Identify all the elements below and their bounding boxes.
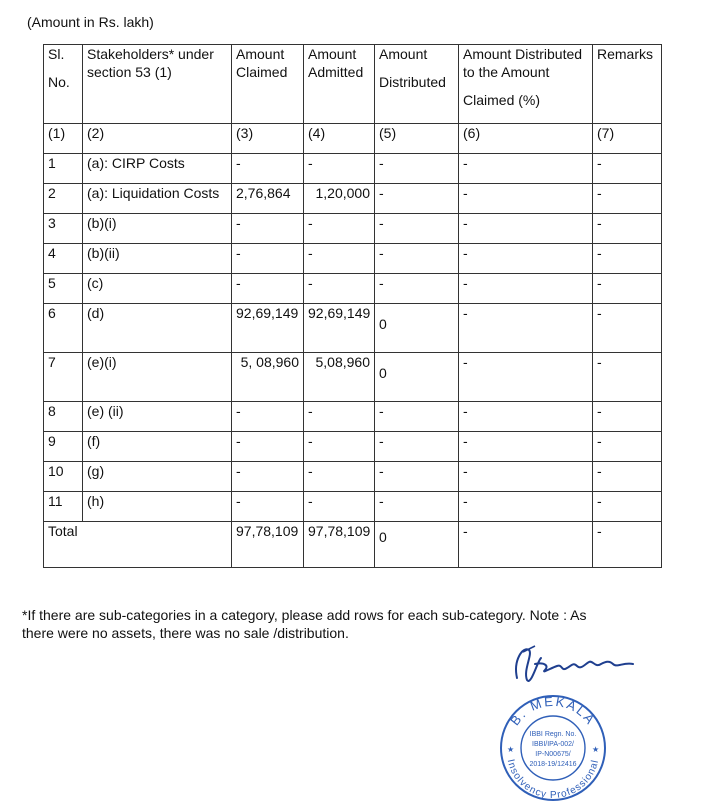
row-stakeholder: (a): Liquidation Costs	[83, 184, 232, 214]
row-admitted: -	[304, 154, 375, 184]
row-stakeholder: (g)	[83, 462, 232, 492]
row-pct: -	[459, 492, 593, 522]
row-pct: -	[459, 274, 593, 304]
row-admitted: -	[304, 214, 375, 244]
row-distributed: -	[375, 154, 459, 184]
row-pct: -	[459, 402, 593, 432]
row-pct: -	[459, 353, 593, 402]
row-remarks: -	[593, 244, 662, 274]
row-admitted: -	[304, 462, 375, 492]
total-remarks: -	[593, 522, 662, 568]
header-sl-no: Sl. No.	[44, 45, 83, 124]
stamp-line: IBBI/IPA-002/	[532, 741, 574, 748]
row-claimed: -	[232, 402, 304, 432]
table-row	[44, 353, 662, 402]
row-claimed: -	[232, 492, 304, 522]
row-pct: -	[459, 214, 593, 244]
row-remarks: -	[593, 402, 662, 432]
row-sl: 8	[44, 402, 83, 432]
row-admitted: -	[304, 274, 375, 304]
stamp-star-icon: ★	[592, 745, 600, 754]
column-number: (1)	[44, 124, 83, 154]
row-sl: 3	[44, 214, 83, 244]
table-row	[44, 154, 662, 184]
row-sl: 2	[44, 184, 83, 214]
row-distributed: -	[375, 402, 459, 432]
row-stakeholder: (b)(i)	[83, 214, 232, 244]
column-number: (3)	[232, 124, 304, 154]
svg-text:B. MEKALA	[507, 694, 599, 728]
header-row	[44, 45, 662, 124]
row-remarks: -	[593, 462, 662, 492]
row-stakeholder: (e)(i)	[83, 353, 232, 402]
signature	[505, 640, 645, 690]
row-distributed: -	[375, 492, 459, 522]
row-pct: -	[459, 184, 593, 214]
row-admitted: -	[304, 492, 375, 522]
row-claimed: -	[232, 154, 304, 184]
row-remarks: -	[593, 274, 662, 304]
total-distributed: 0	[375, 522, 459, 568]
row-stakeholder: (e) (ii)	[83, 402, 232, 432]
row-distributed: -	[375, 244, 459, 274]
table-row	[44, 432, 662, 462]
row-sl: 4	[44, 244, 83, 274]
row-pct: -	[459, 244, 593, 274]
total-row	[44, 522, 662, 568]
column-number: (7)	[593, 124, 662, 154]
row-pct: -	[459, 304, 593, 353]
row-distributed: 0	[375, 304, 459, 353]
row-remarks: -	[593, 492, 662, 522]
column-number: (5)	[375, 124, 459, 154]
row-admitted: 1,20,000	[304, 184, 375, 214]
column-number: (6)	[459, 124, 593, 154]
row-admitted: 5,08,960	[304, 353, 375, 402]
row-claimed: 92,69,149	[232, 304, 304, 353]
stamp-arc-text: Insolvency Professional	[504, 758, 602, 802]
header-distribution-pct: Amount Distributed to the Amount Claimed (%)	[459, 45, 593, 124]
row-stakeholder: (b)(ii)	[83, 244, 232, 274]
row-claimed: 2,76,864	[232, 184, 304, 214]
stamp-star-icon: ★	[507, 745, 515, 754]
row-distributed: -	[375, 214, 459, 244]
table-row	[44, 214, 662, 244]
row-sl: 11	[44, 492, 83, 522]
row-admitted: -	[304, 432, 375, 462]
table-row	[44, 274, 662, 304]
table-row	[44, 462, 662, 492]
row-stakeholder: (f)	[83, 432, 232, 462]
table-row	[44, 244, 662, 274]
stamp-name: B. MEKALA	[507, 693, 599, 729]
row-distributed: 0	[375, 353, 459, 402]
row-admitted: -	[304, 402, 375, 432]
total-label: Total	[44, 522, 232, 568]
row-remarks: -	[593, 304, 662, 353]
row-admitted: 92,69,149	[304, 304, 375, 353]
row-remarks: -	[593, 432, 662, 462]
table-row	[44, 402, 662, 432]
row-sl: 7	[44, 353, 83, 402]
stamp-line: IP-N00675/	[535, 751, 571, 758]
row-pct: -	[459, 462, 593, 492]
row-sl: 1	[44, 154, 83, 184]
row-claimed: -	[232, 462, 304, 492]
row-sl: 6	[44, 304, 83, 353]
row-stakeholder: (a): CIRP Costs	[83, 154, 232, 184]
header-remarks: Remarks	[593, 45, 662, 124]
unit-note: (Amount in Rs. lakh)	[27, 14, 154, 30]
header-stakeholders: Stakeholders* under section 53 (1)	[83, 45, 232, 124]
row-remarks: -	[593, 184, 662, 214]
row-remarks: -	[593, 353, 662, 402]
header-amount-distributed: Amount Distributed	[375, 45, 459, 124]
header-amount-claimed: Amount Claimed	[232, 45, 304, 124]
row-stakeholder: (h)	[83, 492, 232, 522]
total-pct: -	[459, 522, 593, 568]
row-distributed: -	[375, 184, 459, 214]
row-claimed: -	[232, 244, 304, 274]
row-pct: -	[459, 432, 593, 462]
row-pct: -	[459, 154, 593, 184]
row-stakeholder: (d)	[83, 304, 232, 353]
table-row	[44, 184, 662, 214]
total-claimed: 97,78,109	[232, 522, 304, 568]
row-sl: 5	[44, 274, 83, 304]
table-row	[44, 492, 662, 522]
row-sl: 10	[44, 462, 83, 492]
row-sl: 9	[44, 432, 83, 462]
row-claimed: 5, 08,960	[232, 353, 304, 402]
distribution-table	[43, 44, 662, 568]
row-claimed: -	[232, 274, 304, 304]
table-row	[44, 304, 662, 353]
header-amount-admitted: Amount Admitted	[304, 45, 375, 124]
total-admitted: 97,78,109	[304, 522, 375, 568]
column-number: (2)	[83, 124, 232, 154]
column-number-row	[44, 124, 662, 154]
row-remarks: -	[593, 154, 662, 184]
footnote: *If there are sub-categories in a category, please add rows for each sub-category. Note : As there were no assets, there was no sale /distribution.	[22, 607, 587, 641]
row-distributed: -	[375, 462, 459, 492]
row-distributed: -	[375, 432, 459, 462]
row-remarks: -	[593, 214, 662, 244]
row-stakeholder: (c)	[83, 274, 232, 304]
row-claimed: -	[232, 214, 304, 244]
row-admitted: -	[304, 244, 375, 274]
column-number: (4)	[304, 124, 375, 154]
stamp-line: IBBI Regn. No.	[529, 731, 577, 738]
stamp-line: 2018-19/12416	[529, 761, 577, 768]
professional-stamp	[497, 692, 609, 804]
row-claimed: -	[232, 432, 304, 462]
row-distributed: -	[375, 274, 459, 304]
